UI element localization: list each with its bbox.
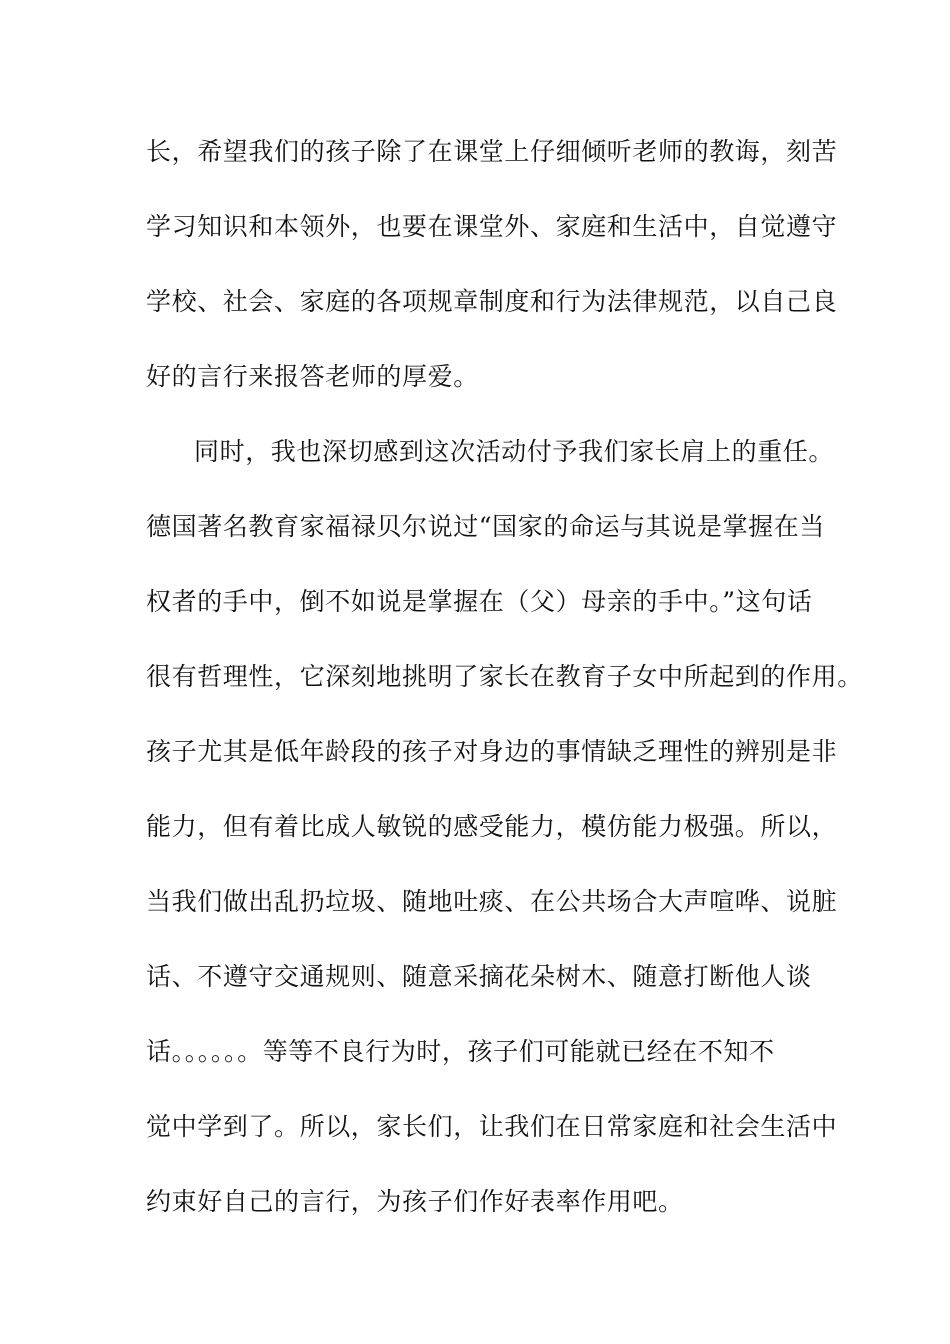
body-text [146, 132, 863, 1257]
text-line: 德国著名教育家福禄贝尔说过“国家的命运与其说是掌握在当 [146, 512, 825, 541]
text-line: 话。。。。。。等等不良行为时，孩子们可能就已经在不知不 [146, 1037, 775, 1066]
text-line: 学习知识和本领外，也要在课堂外、家庭和生活中，自觉遵守 [146, 212, 838, 241]
text-line: 学校、社会、家庭的各项规章制度和行为法律规范，以自己良 [146, 287, 838, 316]
text-line: 觉中学到了。所以，家长们，让我们在日常家庭和社会生活中 [146, 1112, 838, 1141]
text-line: 很有哲理性，它深刻地挑明了家长在教育子女中所起到的作用。 [146, 662, 863, 691]
text-line: 当我们做出乱扔垃圾、随地吐痰、在公共场合大声喧哗、说脏 [146, 887, 838, 916]
text-line: 约束好自己的言行，为孩子们作好表率作用吧。 [146, 1187, 684, 1216]
text-line: 话、不遵守交通规则、随意采摘花朵树木、随意打断他人谈 [146, 962, 812, 991]
text-line: 长，希望我们的孩子除了在课堂上仔细倾听老师的教诲，刻苦 [146, 137, 838, 166]
text-line: 权者的手中，倒不如说是掌握在（父）母亲的手中。”这句话 [146, 587, 813, 616]
text-line: 孩子尤其是低年龄段的孩子对身边的事情缺乏理性的辨别是非 [146, 737, 838, 766]
paragraph-start-line: 同时，我也深切感到这次活动付予我们家长肩上的重任。 [194, 437, 835, 466]
text-line: 能力，但有着比成人敏锐的感受能力，模仿能力极强。所以， [146, 812, 838, 841]
text-line: 好的言行来报答老师的厚爱。 [146, 362, 479, 391]
